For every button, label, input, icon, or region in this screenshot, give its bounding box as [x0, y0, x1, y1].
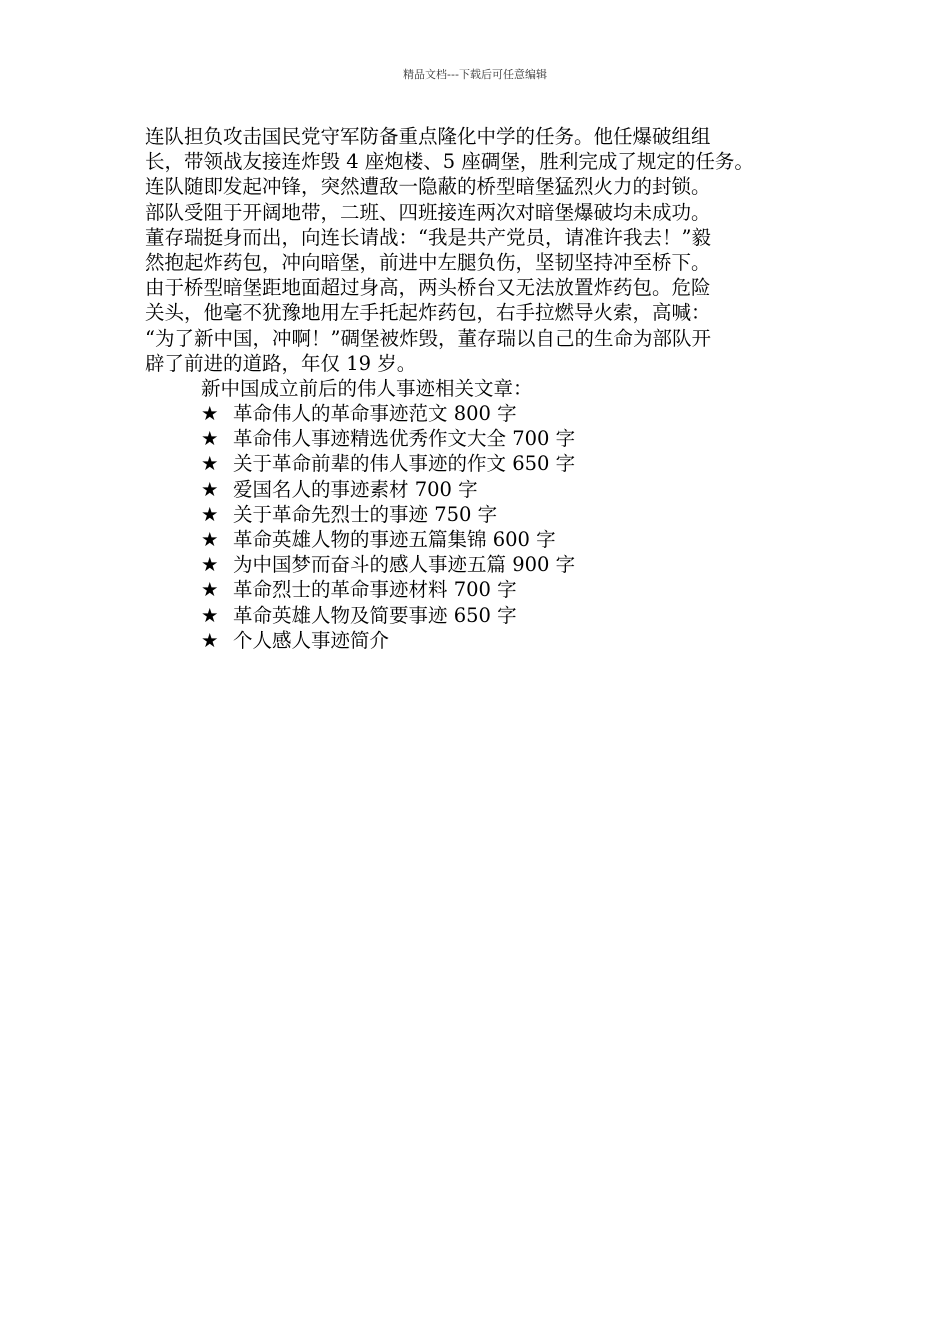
paragraph-line: 然抱起炸药包，冲向暗堡，前进中左腿负伤，坚韧坚持冲至桥下。	[145, 250, 711, 274]
related-article-link[interactable]	[145, 577, 835, 602]
paragraph-line: 长，带领战友接连炸毁 4 座炮楼、5 座碉堡，胜利完成了规定的任务。	[145, 150, 754, 174]
related-article-link[interactable]	[145, 502, 835, 527]
document-body	[145, 124, 835, 653]
related-article-title: 关于革命先烈士的事迹 750 字	[233, 502, 498, 526]
paragraph-line: 董存瑞挺身而出，向连长请战：“我是共产党员，请准许我去！”毅	[145, 225, 711, 249]
related-article-link[interactable]	[145, 401, 835, 426]
related-article-link[interactable]	[145, 527, 835, 552]
related-article-link[interactable]	[145, 603, 835, 628]
paragraph-line: 连队随即发起冲锋，突然遭敌一隐蔽的桥型暗堡猛烈火力的封锁。	[145, 175, 711, 199]
star-icon: ★	[201, 578, 219, 602]
star-icon: ★	[201, 402, 219, 426]
paragraph-line: 连队担负攻击国民党守军防备重点隆化中学的任务。他任爆破组组	[145, 125, 711, 148]
star-icon: ★	[201, 477, 219, 501]
related-article-title: 为中国梦而奋斗的感人事迹五篇 900 字	[233, 553, 576, 577]
related-article-title: 革命伟人的革命事迹范文 800 字	[233, 402, 517, 426]
related-article-title: 革命英雄人物及简要事迹 650 字	[233, 603, 517, 627]
star-icon: ★	[201, 603, 219, 627]
star-icon: ★	[201, 628, 219, 652]
star-icon: ★	[201, 528, 219, 551]
related-article-title: 关于革命前辈的伟人事迹的作文 650 字	[233, 452, 576, 476]
related-article-link[interactable]	[145, 628, 835, 653]
related-article-link[interactable]	[145, 477, 835, 502]
related-articles-intro: 新中国成立前后的伟人事迹相关文章：	[201, 376, 533, 400]
star-icon: ★	[201, 452, 219, 476]
star-icon: ★	[201, 427, 219, 451]
story-paragraph	[145, 124, 835, 376]
related-article-link[interactable]	[145, 451, 835, 476]
related-article-title: 革命英雄人物的事迹五篇集锦 600 字	[233, 528, 556, 551]
paragraph-line: 部队受阻于开阔地带，二班、四班接连两次对暗堡爆破均未成功。	[145, 200, 711, 224]
related-article-link[interactable]	[145, 552, 835, 577]
related-article-title: 革命伟人事迹精选优秀作文大全 700 字	[233, 427, 576, 451]
related-article-title: 爱国名人的事迹素材 700 字	[233, 477, 478, 501]
page-header: 精品文档---下载后可任意编辑	[403, 68, 547, 81]
related-article-link[interactable]	[145, 426, 835, 451]
paragraph-line: 由于桥型暗堡距地面超过身高，两头桥台又无法放置炸药包。危险	[145, 276, 711, 300]
star-icon: ★	[201, 502, 219, 526]
paragraph-line: 辟了前进的道路，年仅 19 岁。	[145, 351, 417, 375]
related-article-title: 革命烈士的革命事迹材料 700 字	[233, 578, 517, 602]
star-icon: ★	[201, 553, 219, 577]
related-articles-list	[145, 401, 835, 653]
paragraph-line: “为了新中国，冲啊！”碉堡被炸毁，董存瑞以自己的生命为部队开	[145, 326, 711, 350]
paragraph-line: 关头，他毫不犹豫地用左手托起炸药包，右手拉燃导火索，高喊：	[145, 301, 711, 325]
related-article-title: 个人感人事迹简介	[233, 628, 390, 652]
